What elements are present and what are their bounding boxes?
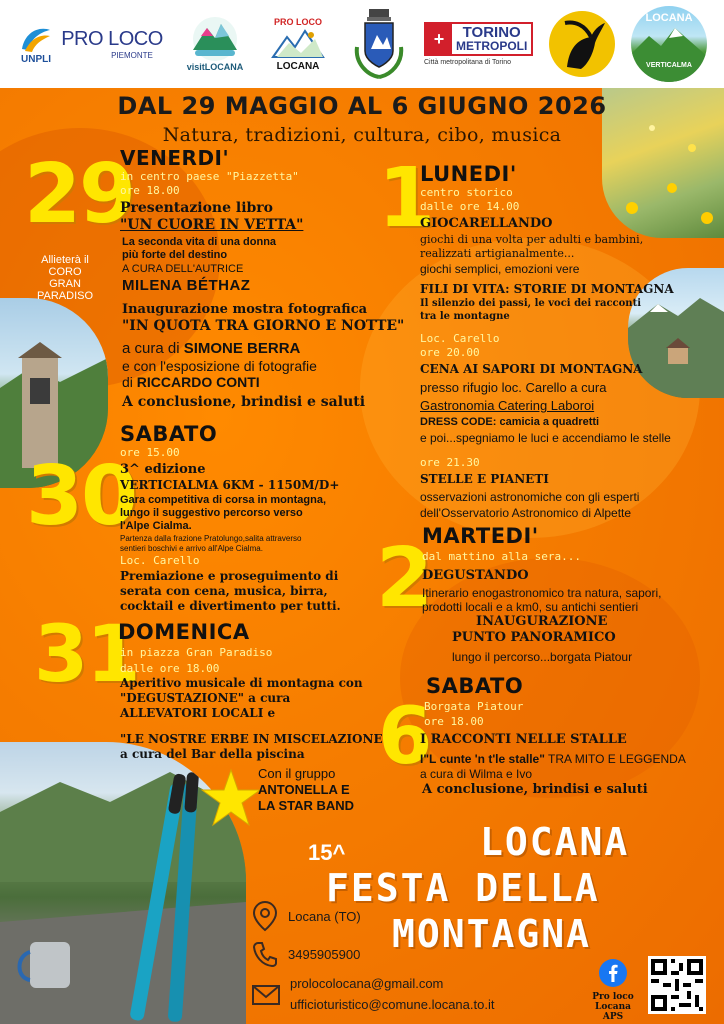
day-name-sabato-6: SABATO	[426, 674, 524, 698]
game-desc-1: giochi di una volta per adulti e bambini,	[420, 233, 644, 246]
day-number-31: 31	[34, 610, 139, 700]
visit-locana-logo: visitLOCANA	[182, 6, 248, 82]
day1-time-2: ore 20.00	[420, 346, 480, 359]
racconti-desc-2: a cura di Wilma e Ivo	[420, 767, 533, 781]
erbe-1: "LE NOSTRE ERBE IN MISCELAZIONE"	[120, 732, 389, 746]
proloco-locana-logo: PRO LOCO LOCANA	[273, 16, 322, 72]
day-number-30: 30	[26, 449, 137, 544]
book-author: MILENA BÉTHAZ	[122, 277, 251, 294]
day-name-venerdi: VENERDI'	[120, 146, 230, 170]
inaugurazione-3: lungo il percorso...borgata Piatour	[452, 650, 633, 664]
prize-1: Premiazione e proseguimento di	[120, 569, 339, 583]
event-subtitle: Natura, tradizioni, cultura, cibo, musica	[162, 124, 562, 146]
degustando-title: DEGUSTANDO	[422, 568, 529, 583]
dress-code: DRESS CODE: camicia a quadretti	[420, 416, 600, 428]
email-ufficio-turistico[interactable]: ufficioturistico@comune.locana.to.it	[290, 997, 495, 1012]
day1-time-3: ore 21.30	[420, 456, 480, 469]
email-proloco[interactable]: prolocolocana@gmail.com	[290, 976, 444, 991]
book-desc-2: più forte del destino	[122, 249, 228, 261]
race-small-1: Partenza dalla frazione Pratolungo,salita attraverso	[120, 534, 302, 543]
fili-title: FILI DI VITA: STORIE DI MONTAGNA	[420, 282, 674, 296]
exhibition-photos: e con l'esposizione di fotografie	[122, 358, 317, 374]
race-desc-2: lungo il suggestivo percorso verso	[120, 507, 303, 519]
contact-phone[interactable]: 3495905900	[252, 940, 360, 968]
star-band-icon	[200, 768, 262, 828]
race-desc-1: Gara competitiva di corsa in montagna,	[120, 494, 326, 506]
day31-place: in piazza Gran Paradiso	[120, 646, 273, 659]
exhibition-title: Inaugurazione mostra fotografica	[122, 302, 368, 317]
racconti-title: I RACCONTI NELLE STALLE	[420, 732, 627, 747]
torino-metropoli-logo: + TORINO METROPOLI Città metropolitana di Torino	[424, 6, 532, 82]
contact-location: Locana (TO)	[252, 900, 361, 932]
facebook-icon	[598, 958, 628, 988]
exhibition-photographer: di RICCARDO CONTI	[122, 374, 260, 390]
fili-desc-2: tra le montagne	[420, 311, 510, 322]
band-name-1: ANTONELLA E	[258, 782, 350, 797]
cena-desc-1: presso rifugio loc. Carello a cura	[420, 380, 607, 395]
gran-paradiso-park-logo	[546, 6, 618, 82]
inaugurazione-1: INAUGURAZIONE	[476, 614, 608, 629]
choir-note: Allieterà il CORO GRAN PARADISO	[36, 254, 94, 303]
festival-edition: 15^	[308, 840, 346, 865]
festival-title-festa: FESTA DELLA	[326, 866, 600, 910]
race-small-2: sentieri boschivi e arrivo all'Alpe Cialma.	[120, 544, 263, 553]
fili-desc-1: Il silenzio dei passi, le voci dei racconti	[420, 298, 641, 309]
game-desc-3: giochi semplici, emozioni vere	[420, 262, 580, 276]
exhibition-curator: a cura di SIMONE BERRA	[122, 340, 301, 357]
locana-coat-of-arms	[346, 6, 412, 82]
degustando-desc-1: Itinerario enogastronomico tra natura, sapori,	[422, 586, 662, 600]
facebook-link[interactable]: Pro loco Locana APS	[590, 958, 636, 1023]
day6-place: Borgata Piatour	[424, 700, 524, 713]
prize-2: serata con cena, musica, birra,	[120, 584, 328, 598]
contact-emails	[252, 976, 494, 1012]
aperitivo-3: ALLEVATORI LOCALI e	[120, 706, 276, 720]
location-pin-icon	[252, 900, 278, 932]
race-desc-3: l'Alpe Cialma.	[120, 520, 192, 532]
stelle-desc-1: osservazioni astronomiche con gli esperti	[420, 490, 640, 504]
aperitivo-1: Aperitivo musicale di montagna con	[120, 676, 363, 690]
qr-code[interactable]	[648, 956, 706, 1014]
day-number-6: 6	[378, 692, 431, 782]
stelle-title: STELLE E PIANETI	[420, 472, 549, 486]
day-number-29: 29	[24, 147, 135, 242]
degustando-desc-2: prodotti locali e a km0, su antichi sentieri	[422, 600, 639, 614]
racconti-desc-1: I"L cunte 'n t'le stalle" TRA MITO E LEGGENDA	[420, 752, 686, 766]
day-number-2: 2	[376, 531, 432, 626]
festival-title-locana: LOCANA	[480, 820, 630, 864]
poster-body	[0, 88, 724, 1024]
cena-title: CENA AI SAPORI DI MONTAGNA	[420, 362, 643, 376]
day2-time: dal mattino alla sera...	[422, 550, 581, 563]
day31-time: dalle ore 18.00	[120, 662, 220, 675]
cena-caterer: Gastronomia Catering Laboroi	[420, 398, 595, 413]
prize-3: cocktail e divertimento per tutti.	[120, 599, 341, 613]
day30-time: ore 15.00	[120, 446, 180, 459]
race-edition: 3^ edizione	[120, 462, 206, 477]
event-date-range: DAL 29 MAGGIO AL 6 GIUGNO 2026	[117, 92, 607, 120]
band-name-2: LA STAR BAND	[258, 798, 355, 813]
day-name-martedi: MARTEDI'	[422, 524, 539, 548]
day1-place: centro storico	[420, 186, 513, 199]
day1-time: dalle ore 14.00	[420, 200, 520, 213]
book-author-label: A CURA DELL'AUTRICE	[122, 263, 244, 275]
erbe-2: a cura del Bar della piscina	[120, 747, 305, 761]
qr-code-icon	[651, 959, 703, 1011]
unpli-logo: UNPLI	[14, 6, 58, 82]
day-name-lunedi: LUNEDI'	[420, 162, 517, 186]
sponsor-logo-strip	[0, 0, 724, 88]
day6-time: ore 18.00	[424, 715, 484, 728]
day29-place: in centro paese "Piazzetta"	[120, 170, 299, 183]
proloco-piemonte-logo: PRO LOCO PIEMONTE	[61, 28, 163, 60]
day-number-1: 1	[378, 151, 434, 246]
email-icon	[252, 984, 280, 1006]
day1-location: Loc. Carello	[420, 332, 500, 345]
day-name-domenica: DOMENICA	[118, 620, 250, 644]
stelle-desc-2: dell'Osservatorio Astronomico di Alpette	[420, 506, 632, 520]
locana-verticalma-logo: LOCANA VERTICALMA	[630, 6, 708, 82]
inaugurazione-2: PUNTO PANORAMICO	[452, 630, 616, 645]
band-intro: Con il gruppo	[258, 766, 336, 781]
day29-closing: A conclusione, brindisi e saluti	[122, 394, 366, 410]
day-name-sabato: SABATO	[120, 422, 218, 446]
race-title: VERTICIALMA 6KM - 1150M/D+	[120, 478, 340, 492]
exhibition-name: "IN QUOTA TRA GIORNO E NOTTE"	[122, 318, 405, 334]
game-desc-2: realizzati artigianalmente...	[420, 247, 575, 260]
book-desc-1: La seconda vita di una donna	[122, 236, 277, 248]
book-presentation-title: Presentazione libro	[120, 200, 274, 216]
phone-icon	[252, 940, 278, 968]
book-title: "UN CUORE IN VETTA"	[120, 217, 304, 233]
game-title: GIOCARELLANDO	[420, 216, 553, 231]
day6-closing: A conclusione, brindisi e saluti	[422, 782, 648, 797]
day30-location: Loc. Carello	[120, 554, 200, 567]
aperitivo-2: "DEGUSTAZIONE" a cura	[120, 691, 291, 705]
dress-code-note: e poi...spegniamo le luci e accendiamo le stelle	[420, 431, 671, 445]
day29-time: ore 18.00	[120, 184, 180, 197]
festival-title-montagna: MONTAGNA	[392, 912, 592, 956]
